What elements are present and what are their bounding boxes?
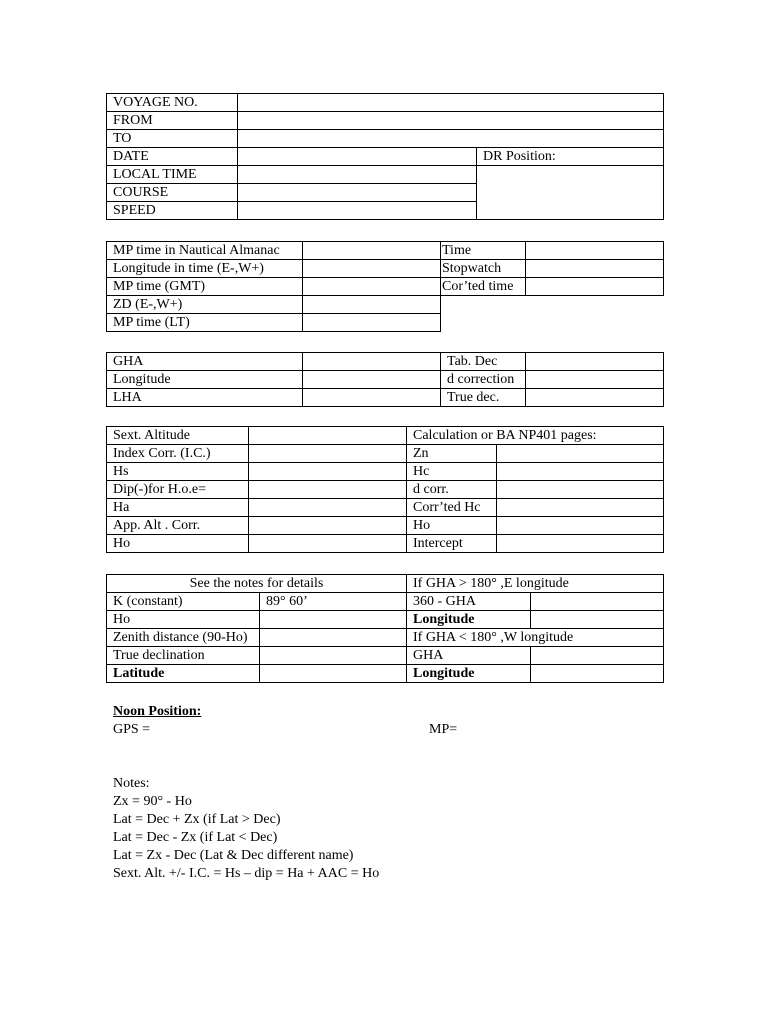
- speed-label: SPEED: [107, 202, 238, 220]
- zenith-label: Zenith distance (90-Ho): [107, 629, 260, 647]
- zn-field[interactable]: [497, 445, 664, 463]
- mp-almanac-field[interactable]: [303, 242, 441, 260]
- gha-gt-header: If GHA > 180° ,E longitude: [407, 575, 664, 593]
- gps-label: GPS =: [113, 722, 151, 737]
- corted-time-field[interactable]: [526, 278, 664, 296]
- to-field[interactable]: [238, 130, 664, 148]
- calc-header: Calculation or BA NP401 pages:: [407, 427, 664, 445]
- true-decl-field[interactable]: [260, 647, 407, 665]
- note-line: Zx = 90° - Ho: [113, 794, 192, 809]
- ho-label: Ho: [107, 535, 249, 553]
- longitude-w-field[interactable]: [531, 665, 664, 683]
- local-time-field[interactable]: [238, 166, 477, 184]
- altitude-table: [106, 426, 664, 553]
- tab-dec-label: Tab. Dec: [441, 353, 526, 371]
- app-alt-corr-field[interactable]: [249, 517, 407, 535]
- time-field[interactable]: [526, 242, 664, 260]
- from-field[interactable]: [238, 112, 664, 130]
- mp-almanac-label: MP time in Nautical Almanac: [107, 242, 303, 260]
- zn-label: Zn: [407, 445, 497, 463]
- voyage-no-field[interactable]: [238, 94, 664, 112]
- stopwatch-field[interactable]: [526, 260, 664, 278]
- notes-header: See the notes for details: [107, 575, 407, 593]
- ho-calc-field[interactable]: [497, 517, 664, 535]
- intercept-field[interactable]: [497, 535, 664, 553]
- dip-label: Dip(-)for H.o.e=: [107, 481, 249, 499]
- ho-lat-field[interactable]: [260, 611, 407, 629]
- d-correction-field[interactable]: [526, 371, 664, 389]
- ho-lat-label: Ho: [107, 611, 260, 629]
- hc-label: Hc: [407, 463, 497, 481]
- app-alt-corr-label: App. Alt . Corr.: [107, 517, 249, 535]
- latitude-table: [106, 574, 664, 683]
- true-decl-label: True declination: [107, 647, 260, 665]
- mp-lt-label: MP time (LT): [107, 314, 303, 332]
- stopwatch-label: Stopwatch: [441, 260, 526, 278]
- ho-field[interactable]: [249, 535, 407, 553]
- dr-position-label: DR Position:: [477, 148, 664, 166]
- mp-label: MP=: [429, 722, 458, 737]
- ha-field[interactable]: [249, 499, 407, 517]
- tab-dec-field[interactable]: [526, 353, 664, 371]
- from-label: FROM: [107, 112, 238, 130]
- latitude-field[interactable]: [260, 665, 407, 683]
- gha-w-field[interactable]: [531, 647, 664, 665]
- gha-lt-header: If GHA < 180° ,W longitude: [407, 629, 664, 647]
- noon-position-title: Noon Position:: [113, 704, 202, 719]
- true-dec-field[interactable]: [526, 389, 664, 407]
- hc-field[interactable]: [497, 463, 664, 481]
- longitude-label: Longitude: [107, 371, 303, 389]
- k-constant-label: K (constant): [107, 593, 260, 611]
- index-corr-field[interactable]: [249, 445, 407, 463]
- local-time-label: LOCAL TIME: [107, 166, 238, 184]
- note-line: Lat = Dec + Zx (if Lat > Dec): [113, 812, 281, 827]
- date-field[interactable]: [238, 148, 477, 166]
- voyage-table: [106, 93, 664, 220]
- mp-lt-field[interactable]: [303, 314, 441, 332]
- note-line: Sext. Alt. +/- I.C. = Hs – dip = Ha + AAC = Ho: [113, 866, 380, 881]
- to-label: TO: [107, 130, 238, 148]
- d-corr-field[interactable]: [497, 481, 664, 499]
- longitude-field[interactable]: [303, 371, 441, 389]
- time-table: [106, 241, 664, 332]
- index-corr-label: Index Corr. (I.C.): [107, 445, 249, 463]
- gha-label: GHA: [107, 353, 303, 371]
- speed-field[interactable]: [238, 202, 477, 220]
- gha-w-label: GHA: [407, 647, 531, 665]
- note-line: Lat = Dec - Zx (if Lat < Dec): [113, 830, 278, 845]
- gha-field[interactable]: [303, 353, 441, 371]
- lha-field[interactable]: [303, 389, 441, 407]
- latitude-label: Latitude: [107, 665, 260, 683]
- intercept-label: Intercept: [407, 535, 497, 553]
- corted-hc-label: Corr’ted Hc: [407, 499, 497, 517]
- hs-label: Hs: [107, 463, 249, 481]
- longitude-w-label: Longitude: [407, 665, 531, 683]
- course-label: COURSE: [107, 184, 238, 202]
- longitude-time-label: Longitude in time (E-,W+): [107, 260, 303, 278]
- corted-hc-field[interactable]: [497, 499, 664, 517]
- zd-label: ZD (E-,W+): [107, 296, 303, 314]
- d-corr-label: d corr.: [407, 481, 497, 499]
- mp-gmt-field[interactable]: [303, 278, 441, 296]
- minus-gha-label: 360 - GHA: [407, 593, 531, 611]
- note-line: Lat = Zx - Dec (Lat & Dec different name): [113, 848, 354, 863]
- dr-position-field[interactable]: [477, 166, 664, 220]
- zd-field[interactable]: [303, 296, 441, 314]
- ho-calc-label: Ho: [407, 517, 497, 535]
- minus-gha-field[interactable]: [531, 593, 664, 611]
- zenith-field[interactable]: [260, 629, 407, 647]
- ha-label: Ha: [107, 499, 249, 517]
- voyage-no-label: VOYAGE NO.: [107, 94, 238, 112]
- lha-label: LHA: [107, 389, 303, 407]
- time-label: Time: [441, 242, 526, 260]
- course-field[interactable]: [238, 184, 477, 202]
- longitude-e-field[interactable]: [531, 611, 664, 629]
- gha-table: [106, 352, 664, 407]
- dip-field[interactable]: [249, 481, 407, 499]
- k-constant-value: 89° 60’: [260, 593, 407, 611]
- notes-title: Notes:: [113, 776, 150, 791]
- d-correction-label: d correction: [441, 371, 526, 389]
- true-dec-label: True dec.: [441, 389, 526, 407]
- hs-field[interactable]: [249, 463, 407, 481]
- corted-time-label: Cor’ted time: [441, 278, 526, 296]
- sext-alt-field[interactable]: [249, 427, 407, 445]
- sext-alt-label: Sext. Altitude: [107, 427, 249, 445]
- mp-gmt-label: MP time (GMT): [107, 278, 303, 296]
- longitude-time-field[interactable]: [303, 260, 441, 278]
- date-label: DATE: [107, 148, 238, 166]
- longitude-e-label: Longitude: [407, 611, 531, 629]
